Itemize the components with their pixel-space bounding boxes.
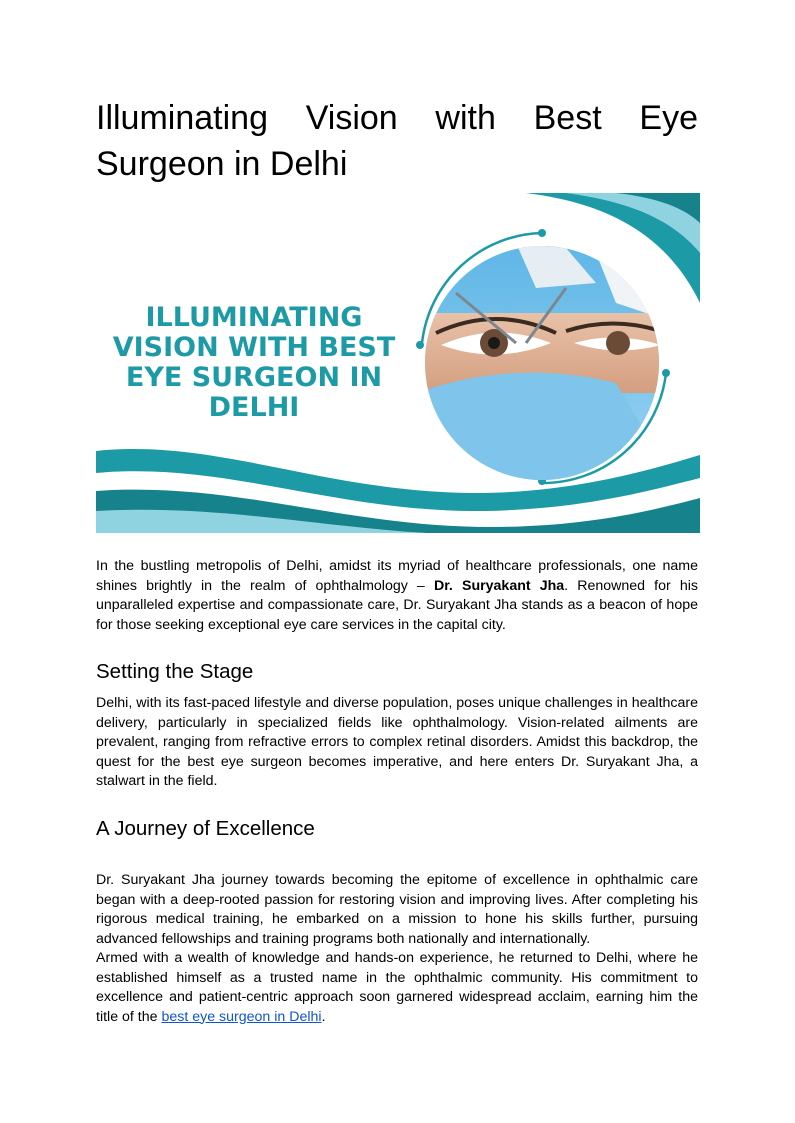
hero-banner-image [96, 193, 700, 533]
hero-heading-line: EYE SURGEON IN [125, 362, 383, 393]
intro-text-end: . Renowned for his unparalleled expertise and compassionate care, Dr. Suryakant Jha stands as a beacon of hope for those seeking exceptional eye care services in the capital city. [96, 577, 698, 633]
journey-paragraph-2 [96, 949, 698, 1027]
hero-heading-line: VISION WITH BEST [112, 332, 396, 363]
page-title-line-2: Surgeon in Delhi [96, 145, 348, 183]
hero-heading-line: ILLUMINATING [145, 302, 363, 333]
section-heading-journey-of-excellence: A Journey of Excellence [96, 817, 315, 840]
journey-paragraph-1: Dr. Suryakant Jha journey towards becoming the epitome of excellence in ophthalmic care began with a deep-rooted passion for restoring vision and improving lives. After completing his rigorous medical training, he embarked on a mission to hone his skills further, pursuing advanced fellowships and training programs both nationally and internationally. [96, 872, 698, 947]
section-paragraph-setting-the-stage: Delhi, with its fast-paced lifestyle and diverse population, poses unique challenges in healthcare delivery, particularly in specialized fields like ophthalmology. Vision-related ailments are prevalent, ranging from refractive errors to complex retinal disorders. Amidst this backdrop, the quest for the best eye surgeon becomes imperative, and here enters Dr. Suryakant Jha, a stalwart in the field. [96, 695, 698, 789]
hero-illustration [96, 193, 700, 533]
best-eye-surgeon-link[interactable]: best eye surgeon in Delhi [161, 1008, 322, 1025]
journey-paragraph-2-end: . [321, 1008, 326, 1025]
section-heading-setting-the-stage: Setting the Stage [96, 660, 254, 683]
journey-paragraph-2-text: Armed with a wealth of knowledge and hands-on experience, he returned to Delhi, where he established himself as a trusted name in the ophthalmic community. His commitment to excellence and patient-centric approach soon garnered widespread acclaim, earning him the title of the [96, 950, 698, 1025]
intro-text-start: In the bustling metropolis of Delhi, amidst its myriad of healthcare professionals, one name shines brightly in the realm of ophthalmology – [96, 558, 698, 594]
orbit-dot [538, 229, 546, 237]
orbit-dot [662, 369, 670, 377]
intro-paragraph [96, 557, 698, 635]
orbit-dot [416, 341, 424, 349]
page-title-line-1: Illuminating Vision with Best Eye [96, 99, 698, 137]
page-title [96, 95, 698, 187]
hero-heading-line: DELHI [208, 392, 300, 423]
doctor-name: Dr. Suryakant Jha [433, 577, 565, 594]
